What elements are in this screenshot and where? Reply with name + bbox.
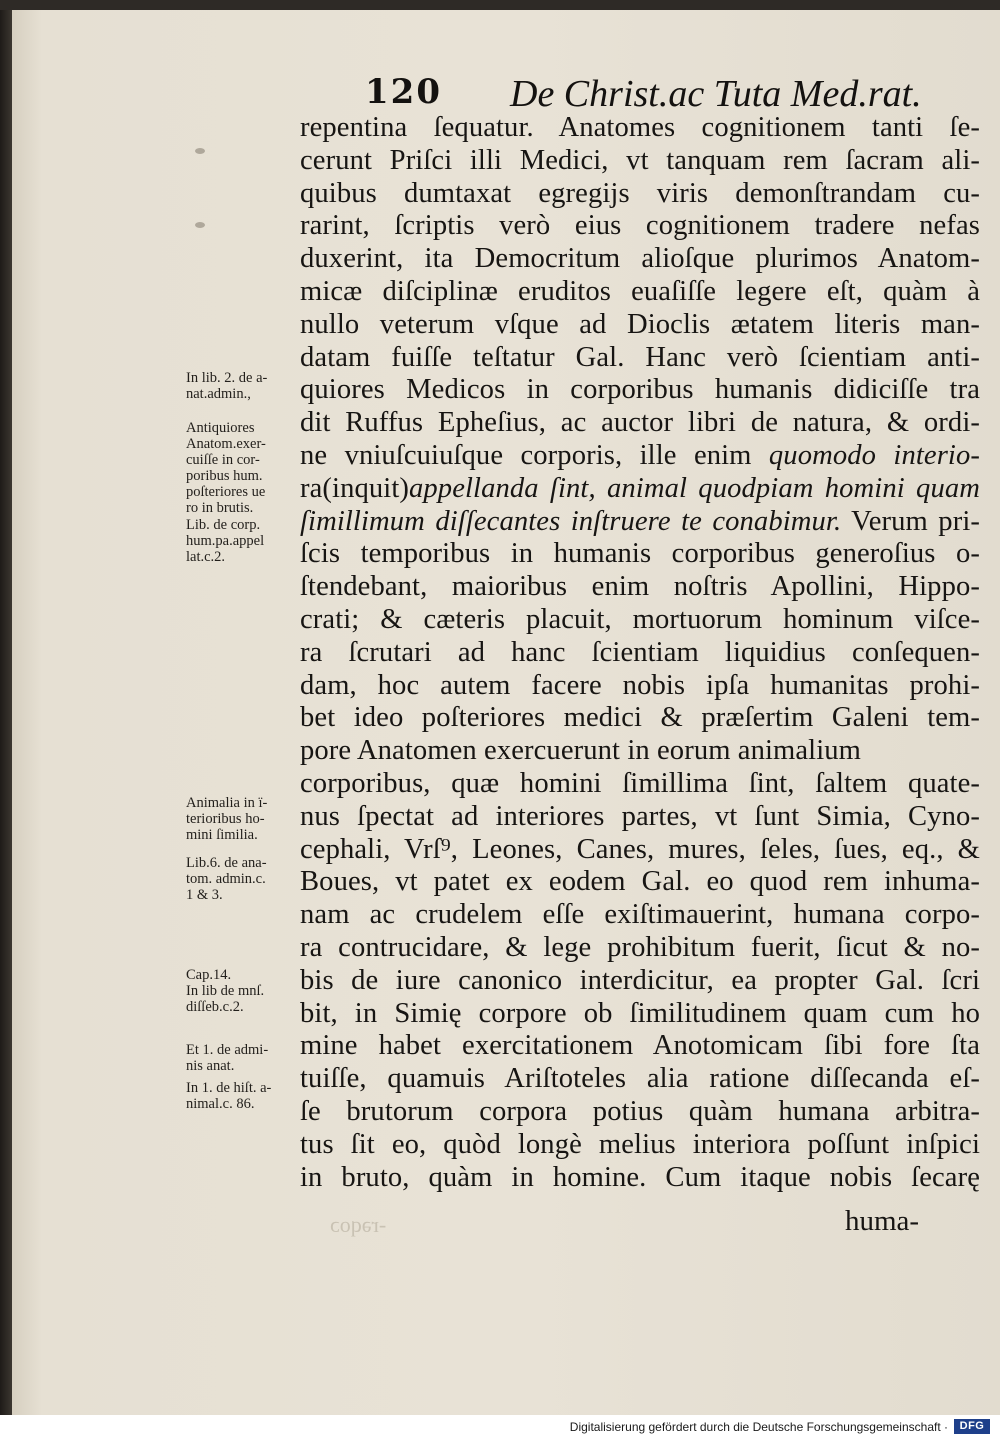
text-line: pore Anatomen exercuerunt in eorum animalium	[300, 735, 862, 767]
page-number: 120	[365, 72, 442, 112]
margin-note-line: In 1. de hiſt. a-	[186, 1080, 272, 1096]
margin-note-line: nat.admin.,	[186, 386, 251, 402]
digitization-footer	[0, 1415, 1000, 1439]
margin-note-line: ro in brutis.	[186, 500, 254, 516]
margin-notes	[0, 0, 300, 1300]
margin-note	[186, 795, 304, 843]
margin-note	[186, 855, 304, 903]
bleed-through-text: -rəqoɔ	[330, 1212, 387, 1237]
text-line: bet ideo poſteriores medici & præſertim Galeni tem-	[300, 702, 980, 734]
margin-note	[186, 967, 304, 1015]
margin-note-line: nimal.c. 86.	[186, 1096, 255, 1112]
text-line: ſe brutorum corpora potius quàm humana arbitra-	[300, 1095, 980, 1127]
text-run: ra	[300, 472, 323, 504]
text-line: dit Ruffus Epheſius, ac auctor libri de natura, & ordi-	[300, 407, 980, 439]
text-line: ſcis temporibus in humanis corporibus generoſius o-	[300, 538, 980, 570]
italic-run: appellanda ſint, animal quodpiam homini quam	[409, 472, 980, 504]
margin-note	[186, 1080, 304, 1112]
text-line: nam ac crudelem eſſe exiſtimauerint, humana corpo-	[300, 899, 980, 931]
text-line	[300, 506, 980, 539]
margin-note	[186, 1042, 304, 1074]
text-line: tus ſit eo, quòd longè melius interiora poſſunt inſpici	[300, 1128, 980, 1160]
funding-credit: Digitalisierung gefördert durch die Deutsche Forschungsgemeinschaft ·	[569, 1420, 948, 1434]
text-line: nus ſpectat ad interiores partes, vt ſunt Simia, Cyno-	[300, 800, 980, 832]
text-line: micæ diſciplinæ eruditos euaſiſſe legere eſt, quàm à	[300, 275, 980, 307]
catchword: huma-	[845, 1205, 920, 1237]
margin-note-line: diſſeb.c.2.	[186, 999, 244, 1015]
margin-note-line: Lib. de corp.	[186, 517, 261, 533]
italic-run: ſimillimum diſſecantes inſtruere te conabimur.	[300, 505, 842, 537]
text-line: ſtendebant, maioribus enim noſtris Apollini, Hippo-	[300, 571, 980, 603]
text-line: bit, in Simię corpore ob ſimilitudinem quam cum ho	[300, 997, 980, 1029]
margin-note-line: Antiquiores	[186, 420, 255, 436]
margin-note-line: Lib.6. de ana-	[186, 855, 267, 871]
text-line: rarint, ſcriptis verò eius cognitionem tradere nefas	[300, 210, 980, 242]
margin-note-line: In lib de mnſ.	[186, 983, 265, 999]
margin-note-line: cuiſſe in cor-	[186, 452, 260, 468]
text-line: corporibus, quæ homini ſimillima ſint, ſaltem quate-	[300, 767, 980, 799]
margin-note-line: poribus hum.	[186, 468, 263, 484]
margin-note-line: Animalia in ï-	[186, 795, 268, 811]
text-line: quibus dumtaxat egregijs viris demonſtrandam cu-	[300, 177, 980, 209]
margin-note-line: poſteriores ue	[186, 484, 266, 500]
text-line: duxerint, ita Democritum alioſque plurimos Anatom-	[300, 243, 980, 275]
text-line: cephali, Vrſ⁹, Leones, Canes, mures, ſeles, ſues, eq., &	[300, 833, 980, 865]
text-run: (inquit)	[322, 472, 409, 504]
running-title: De Christ.ac Tuta Med.rat.	[510, 73, 922, 115]
text-line: cerunt Priſci illi Medici, vt tanquam rem ſacram ali-	[300, 144, 980, 176]
body-text	[300, 112, 980, 1194]
margin-note-line: 1 & 3.	[186, 887, 223, 903]
margin-note-line: Anatom.exer-	[186, 436, 266, 452]
text-line: ra ſcrutari ad hanc ſcientiam liquidius conſequen-	[300, 636, 980, 668]
text-line: quiores Medicos in corporibus humanis didiciſſe tra	[300, 374, 980, 406]
text-run: ne vniuſcuiuſque corporis, ille enim	[300, 439, 769, 471]
margin-note-line: Cap.14.	[186, 967, 232, 983]
margin-note-line: Et 1. de admi-	[186, 1042, 269, 1058]
text-line: nullo veterum vſque ad Dioclis ætatem literis man-	[300, 308, 980, 340]
text-line	[300, 440, 980, 473]
text-run: Verum pri-	[841, 505, 980, 537]
margin-note-line: lat.c.2.	[186, 549, 226, 565]
margin-note	[186, 517, 304, 565]
text-line: mine habet exercitationem Anotomicam ſibi fore ſta	[300, 1030, 980, 1062]
margin-note	[186, 370, 304, 402]
margin-note-line: mini ſimilia.	[186, 827, 258, 843]
dfg-logo-icon: DFG	[954, 1419, 990, 1434]
text-line: dam, hoc autem facere nobis ipſa humanitas prohi-	[300, 669, 980, 701]
text-line: in bruto, quàm in homine. Cum itaque nobis ſecarę	[300, 1161, 980, 1193]
ink-smudge	[195, 222, 205, 228]
text-line: datam fuiſſe teſtatur Gal. Hanc verò ſcientiam anti-	[300, 341, 980, 373]
text-line: crati; & cæteris placuit, mortuorum hominum viſce-	[300, 603, 980, 635]
margin-note	[186, 420, 304, 516]
margin-note-line: nis anat.	[186, 1058, 235, 1074]
text-line: ra contrucidare, & lege prohibitum fuerit, ſicut & no-	[300, 931, 980, 963]
margin-note-line: tom. admin.c.	[186, 871, 266, 887]
margin-note-line: hum.pa.appel	[186, 533, 265, 549]
text-line: repentina ſequatur. Anatomes cognitionem tanti ſe-	[300, 112, 980, 143]
text-line: Boues, vt patet ex eodem Gal. eo quod rem inhuma-	[300, 866, 980, 898]
italic-run: quomodo interio-	[768, 439, 980, 471]
text-line: tuiſſe, quamuis Ariſtoteles alia ratione diſſecanda eſ-	[300, 1063, 980, 1095]
text-line: bis de iure canonico interdicitur, ea propter Gal. ſcri	[300, 964, 980, 996]
ink-smudge	[195, 148, 205, 154]
margin-note-line: terioribus ho-	[186, 811, 265, 827]
margin-note-line: In lib. 2. de a-	[186, 370, 268, 386]
text-line	[300, 473, 980, 506]
